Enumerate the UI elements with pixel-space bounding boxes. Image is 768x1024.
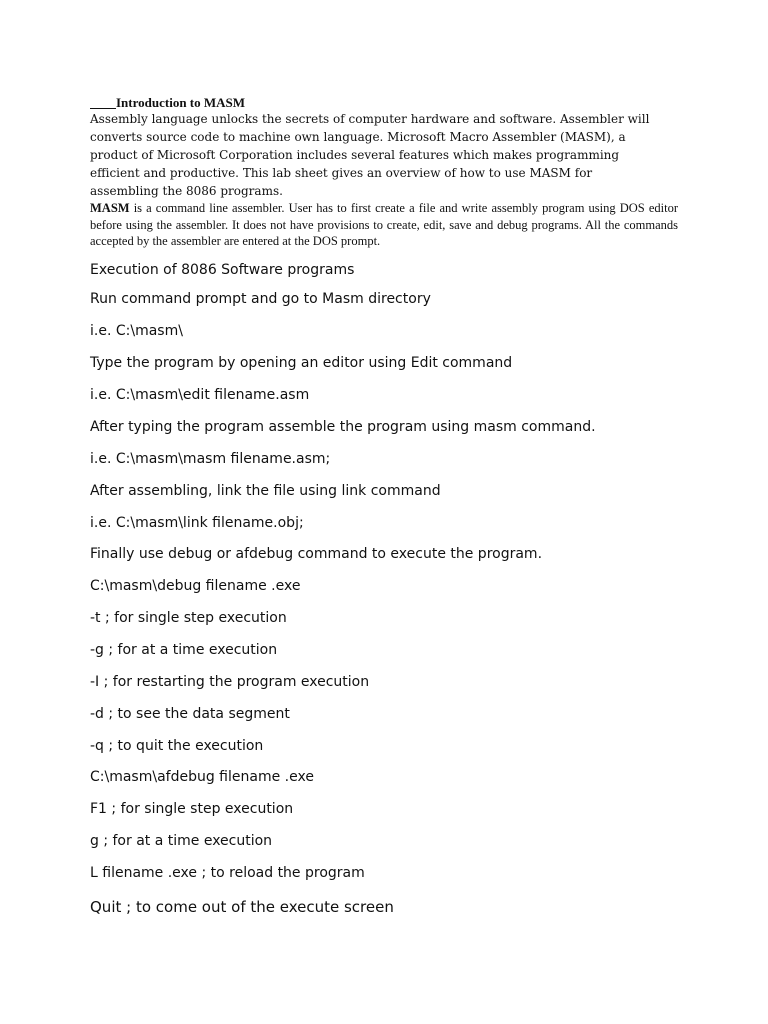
debug-option-line: -q ; to quit the execution — [90, 738, 264, 754]
instruction-line: After assembling, link the file using link command — [90, 483, 441, 499]
command-example-line: C:\masm\afdebug filename .exe — [90, 769, 314, 785]
masm-paragraph — [90, 200, 678, 250]
command-example-line: i.e. C:\masm\masm filename.asm; — [90, 451, 331, 467]
instruction-line: Finally use debug or afdebug command to execute the program. — [90, 546, 543, 562]
afdebug-option-line: g ; for at a time execution — [90, 833, 273, 849]
command-example-line: i.e. C:\masm\edit filename.asm — [90, 387, 310, 403]
title-underline-lead — [90, 95, 116, 110]
afdebug-option-line: L filename .exe ; to reload the program — [90, 865, 365, 881]
page-title — [90, 95, 245, 111]
instruction-line: After typing the program assemble the program using masm command. — [90, 419, 596, 435]
command-example-line: i.e. C:\masm\ — [90, 323, 183, 339]
afdebug-option-line: F1 ; for single step execution — [90, 801, 294, 817]
debug-option-line: -I ; for restarting the program execution — [90, 674, 370, 690]
instruction-line: Run command prompt and go to Masm directory — [90, 291, 431, 307]
intro-paragraph: Assembly language unlocks the secrets of computer hardware and software. Assembler will converts source code to machine own language. Microsoft Macro Assembler (MASM), a product of Microsoft Corporation includes several features which makes programming efficient and productive. This lab sheet gives an overview of how to use MASM for assembling the 8086 programs. — [90, 112, 650, 198]
masm-description: is a command line assembler. User has to first create a file and write assembly program using DOS editor before using the assembler. It does not have provisions to create, edit, save and debug programs. All the commands accepted by the assembler are entered at the DOS prompt. — [90, 201, 678, 248]
title-text: Introduction to MASM — [116, 95, 246, 110]
command-example-line: C:\masm\debug filename .exe — [90, 578, 301, 594]
instruction-line: Type the program by opening an editor using Edit command — [90, 355, 513, 371]
afdebug-option-line: Quit ; to come out of the execute screen — [90, 898, 394, 916]
debug-option-line: -g ; for at a time execution — [90, 642, 278, 658]
masm-term: MASM — [90, 201, 130, 215]
debug-option-line: -t ; for single step execution — [90, 610, 287, 626]
debug-option-line: -d ; to see the data segment — [90, 706, 290, 722]
section-heading-execution: Execution of 8086 Software programs — [90, 262, 355, 278]
command-example-line: i.e. C:\masm\link filename.obj; — [90, 515, 304, 531]
